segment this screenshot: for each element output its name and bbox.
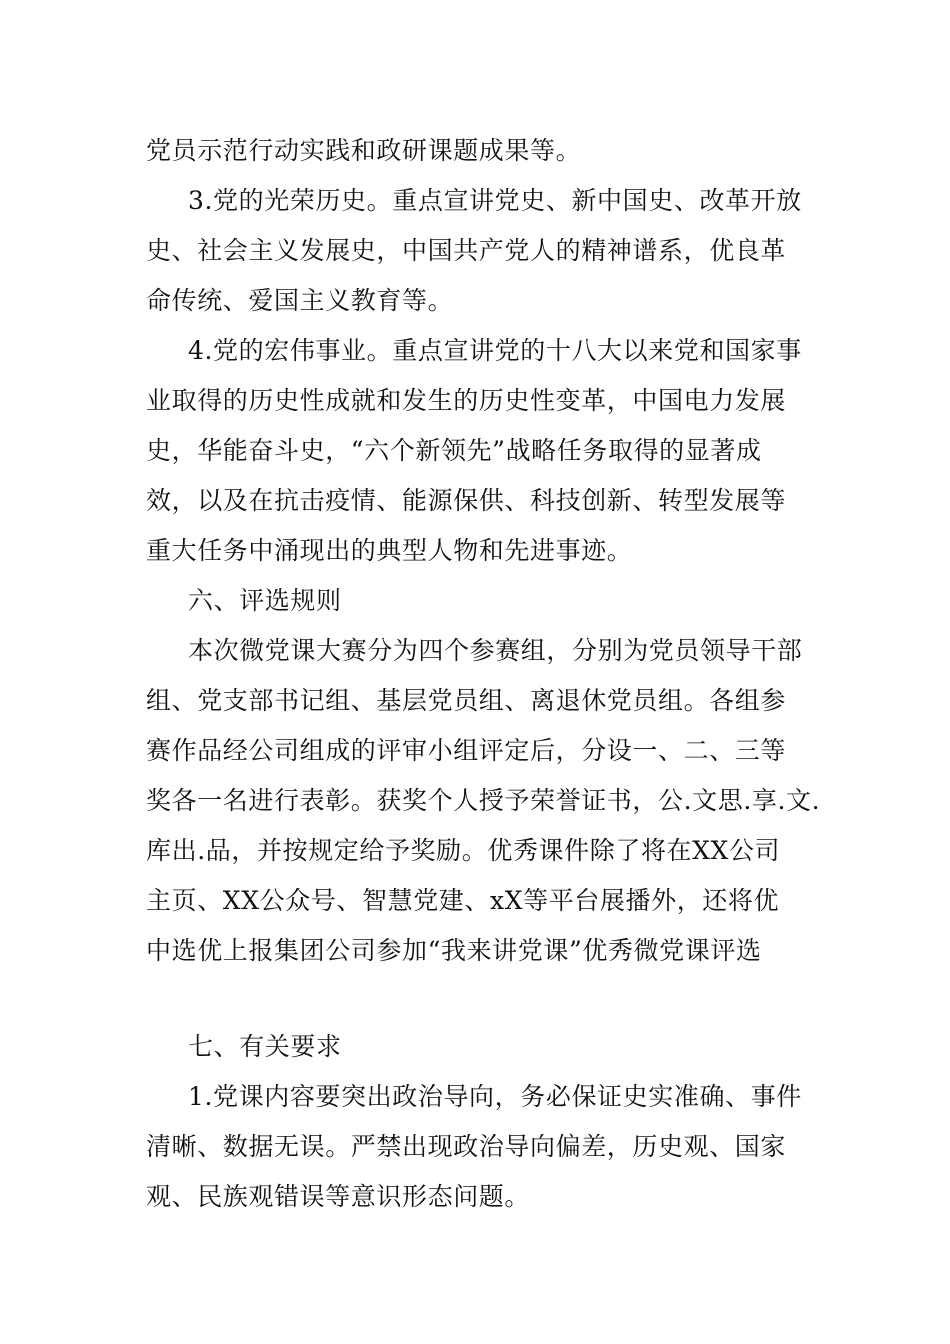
text-line: 中选优上报集团公司参加“我来讲党课”优秀微党课评选	[146, 936, 762, 965]
section-heading-7: 七、有关要求	[188, 1032, 342, 1061]
text-line: 史、社会主义发展史，中国共产党人的精神谱系，优良革	[146, 236, 787, 265]
requirement-item-1: 1.党课内容要突出政治导向，务必保证史实准确、事件	[188, 1082, 802, 1111]
text-line: 奖各一名进行表彰。获奖个人授予荣誉证书，公.文思.享.文.	[146, 786, 821, 815]
text-line: 库出.品，并按规定给予奖励。优秀课件除了将在XX公司	[146, 836, 781, 865]
section-item-3: 3.党的光荣历史。重点宣讲党史、新中国史、改革开放	[188, 186, 802, 215]
text-line: 效，以及在抗击疫情、能源保供、科技创新、转型发展等	[146, 486, 787, 515]
text-line: 重大任务中涌现出的典型人物和先进事迹。	[146, 536, 633, 565]
text-line: 组、党支部书记组、基层党员组、离退休党员组。各组参	[146, 686, 787, 715]
text-line: 命传统、爱国主义教育等。	[146, 286, 454, 315]
section-item-4: 4.党的宏伟事业。重点宣讲党的十八大以来党和国家事	[188, 336, 802, 365]
text-line: 清晰、数据无误。严禁出现政治导向偏差，历史观、国家	[146, 1132, 787, 1161]
text-line: 赛作品经公司组成的评审小组评定后，分设一、二、三等	[146, 736, 787, 765]
text-line: 党员示范行动实践和政研课题成果等。	[146, 136, 582, 165]
section-heading-6: 六、评选规则	[188, 586, 342, 615]
text-line: 主页、XX公众号、智慧党建、xX等平台展播外，还将优	[146, 886, 780, 915]
text-line: 史，华能奋斗史，“六个新领先”战略任务取得的显著成	[146, 436, 762, 465]
paragraph-start: 本次微党课大赛分为四个参赛组，分别为党员领导干部	[188, 636, 803, 665]
text-line: 观、民族观错误等意识形态问题。	[146, 1182, 531, 1211]
text-line: 业取得的历史性成就和发生的历史性变革，中国电力发展	[146, 386, 787, 415]
